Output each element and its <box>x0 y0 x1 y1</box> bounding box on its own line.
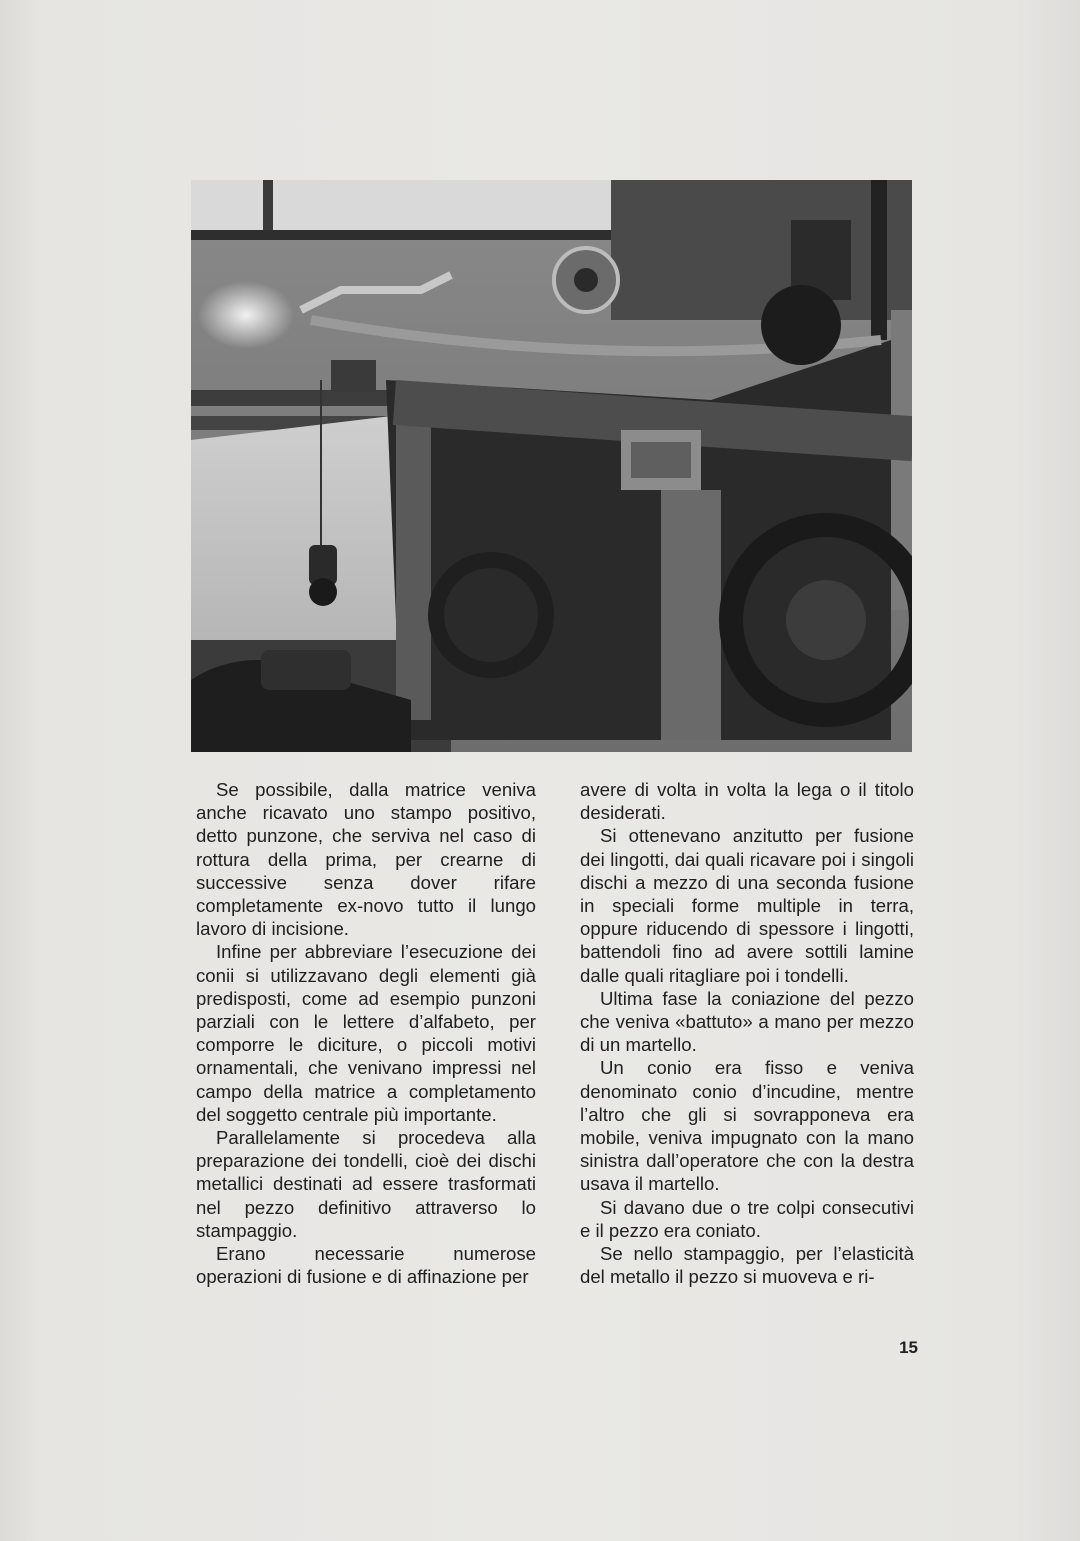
paragraph: avere di volta in volta la lega o il titolo desiderati. <box>580 779 914 824</box>
paragraph: Si davano due o tre colpi consecutivi e il pezzo era coniato. <box>580 1196 914 1241</box>
paragraph: Infine per abbreviare l’esecuzione dei conii si utilizzavano degli elementi già predisposti, come ad esempio punzoni parziali con le lettere d’alfabeto, per comporre le diciture, o piccoli motivi ornamentali, che venivano impressi nel campo della matrice a completamento del soggetto centrale più importante. <box>196 941 536 1125</box>
machine-photo <box>191 180 912 752</box>
paragraph: Parallelamente si procedeva alla preparazione dei tondelli, cioè dei dischi metallici destinati ad essere trasformati nel pezzo definitivo attraverso lo stampaggio. <box>196 1127 536 1241</box>
paragraph: Se possibile, dalla matrice veniva anche ricavato uno stampo positivo, detto punzone, che serviva nel caso di rottura della prima, per crearne di successive senza dover rifare completamente ex-novo tutto il lungo lavoro di incisione. <box>196 779 536 940</box>
paragraph: Si ottenevano anzitutto per fusione dei lingotti, dai quali ricavare poi i singoli dischi a mezzo di una seconda fusione in speciali forme multiple in terra, oppure riducendo di spessore i lingotti, battendoli fino ad avere sottili lamine dalle quali ritagliare poi i tondelli. <box>580 825 914 986</box>
paragraph: Ultima fase la coniazione del pezzo che veniva «battuto» a mano per mezzo di un martello. <box>580 987 914 1056</box>
paragraph: Erano necessarie numerose operazioni di fusione e di affinazione per <box>196 1243 536 1288</box>
text-column-right <box>580 778 914 1288</box>
paragraph: Un conio era fisso e veniva denominato conio d’incudine, mentre l’altro che gli si sovrapponeva era mobile, veniva impugnato con la mano sinistra dall’operatore che con la destra usava il martello. <box>580 1057 914 1195</box>
page-number: 15 <box>899 1338 918 1357</box>
text-column-left <box>196 778 536 1288</box>
paragraph: Se nello stampaggio, per l’elasticità del metallo il pezzo si muoveva e ri- <box>580 1243 914 1288</box>
